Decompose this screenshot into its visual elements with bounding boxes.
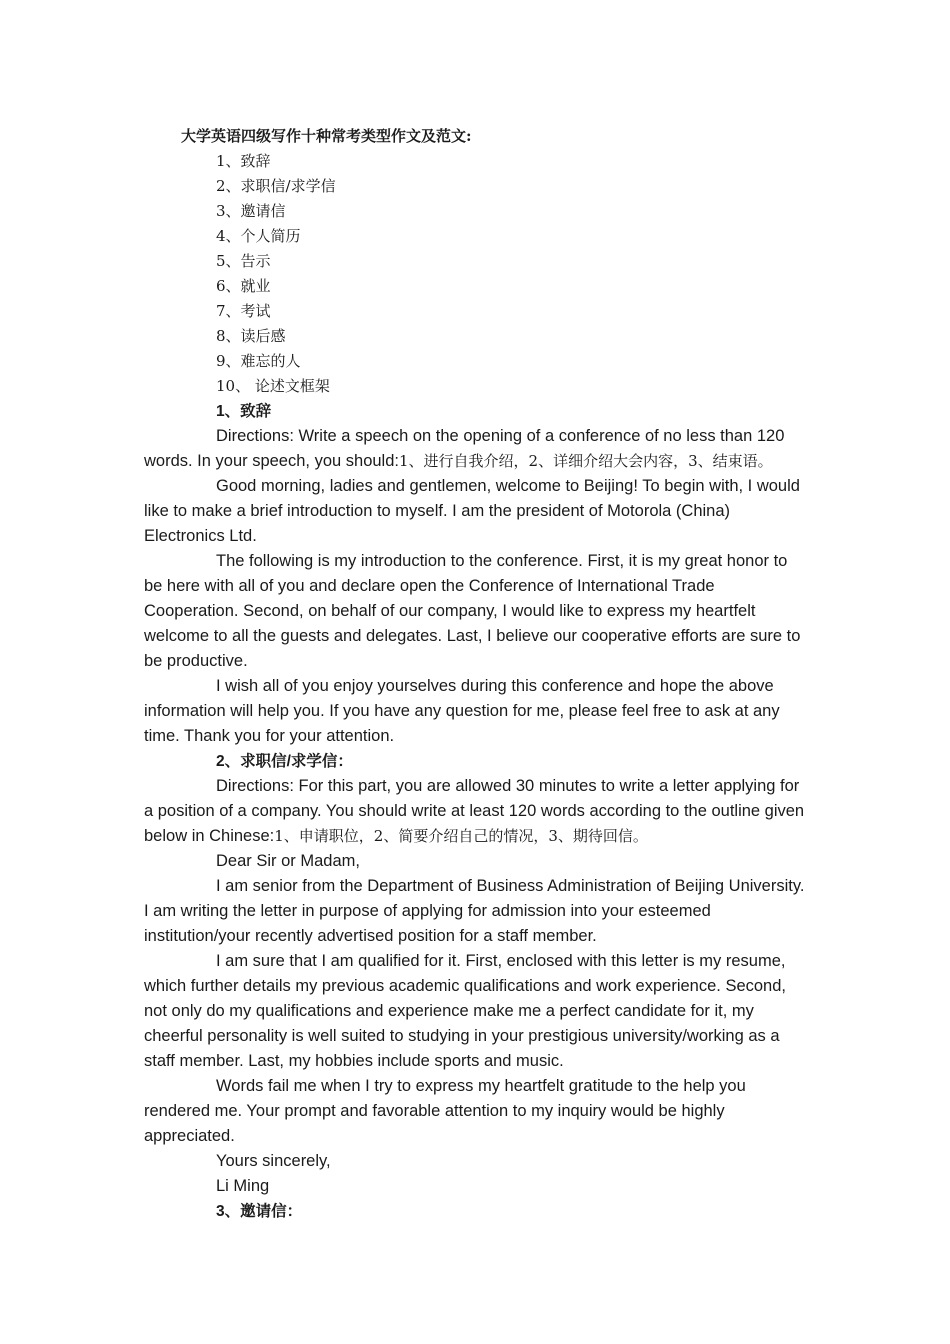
- letter-closing: Yours sincerely,: [216, 1152, 331, 1170]
- letter-signature: Li Ming: [216, 1177, 270, 1195]
- toc-item: 1、致辞: [216, 152, 271, 170]
- toc-item: 2、求职信/求学信: [216, 177, 336, 195]
- body-paragraph: Good morning, ladies and gentlemen, welcome to Beijing! To begin with, I would like to make a brief introduction to myself. I am the president of Motorola (China) Electronics Ltd.: [144, 477, 800, 545]
- toc-item: 10、 论述文框架: [216, 377, 330, 395]
- toc-item: 7、考试: [216, 302, 271, 320]
- document-title: 大学英语四级写作十种常考类型作文及范文:: [181, 127, 472, 145]
- section-heading: 3、邀请信：: [216, 1203, 303, 1220]
- letter-salutation: Dear Sir or Madam,: [216, 852, 360, 870]
- body-paragraph: Words fail me when I try to express my heartfelt gratitude to the help you rendered me. Your prompt and favorable attention to my inquiry would be highly appreciated.: [144, 1077, 746, 1145]
- directions-paragraph: [144, 424, 809, 474]
- directions-cn: 1、进行自我介绍，2、详细介绍大会内容，3、结束语。: [398, 452, 773, 470]
- body-paragraph: I am sure that I am qualified for it. First, enclosed with this letter is my resume, which further details my previous academic qualifications and work experience. Second, not only do my qualifications and experience make me a perfect candidate for it, my cheerful personality is well suited to studying in your prestigious university/working as a staff member. Last, my hobbies include sports and music.: [144, 952, 786, 1070]
- directions-en: Directions: For this part, you are allowed 30 minutes to write a letter applying for a position of a company. You should write at least 120 words according to the outline given below in Chinese:: [144, 777, 805, 845]
- toc-item: 5、告示: [216, 252, 271, 270]
- table-of-contents: [144, 149, 809, 399]
- toc-item: 3、邀请信: [216, 202, 286, 220]
- body-paragraph: The following is my introduction to the conference. First, it is my great honor to be here with all of you and declare open the Conference of International Trade Cooperation. Second, on behalf of our company, I would like to express my heartfelt welcome to all the guests and delegates. Last, I believe our cooperative efforts are sure to be productive.: [144, 552, 801, 670]
- toc-item: 4、个人简历: [216, 227, 301, 245]
- document-page: [144, 124, 809, 1224]
- body-paragraph: I wish all of you enjoy yourselves during this conference and hope the above information will help you. If you have any question for me, please feel free to ask at any time. Thank you for your attention.: [144, 677, 780, 745]
- body-paragraph: I am senior from the Department of Business Administration of Beijing University. I am writing the letter in purpose of applying for admission into your esteemed institution/your recently advertised position for a staff member.: [144, 877, 805, 945]
- directions-en: Directions: Write a speech on the opening of a conference of no less than 120 words. In your speech, you should:: [144, 427, 785, 470]
- section-heading: 1、致辞: [216, 403, 272, 420]
- section-heading: 2、求职信/求学信：: [216, 753, 353, 770]
- toc-item: 6、就业: [216, 277, 271, 295]
- section-application-letter: [144, 749, 809, 1199]
- directions-paragraph: [144, 774, 809, 849]
- directions-cn: 1、申请职位，2、简要介绍自己的情况，3、期待回信。: [274, 827, 648, 845]
- toc-item: 8、读后感: [216, 327, 286, 345]
- section-invitation: [144, 1199, 809, 1224]
- section-speech: [144, 399, 809, 749]
- toc-item: 9、难忘的人: [216, 352, 301, 370]
